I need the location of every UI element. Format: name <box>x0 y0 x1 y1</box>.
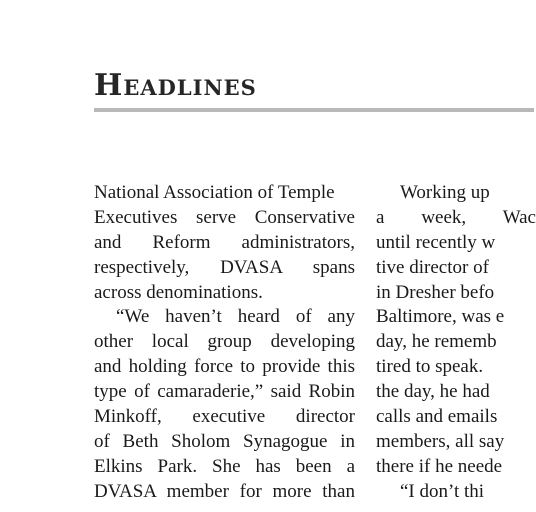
text-line: until recently w <box>376 231 496 253</box>
text-line: type of camaraderie,” said Robin <box>94 381 355 403</box>
text-line: Working up <box>400 182 490 203</box>
text-line: Minkoff, executive director <box>94 406 355 428</box>
text-line: of Beth Sholom Synagogue in <box>94 430 355 452</box>
text-line: other local group developing <box>94 331 355 353</box>
article-column-left <box>94 181 355 505</box>
text-line: “We haven’t heard of any <box>116 306 355 328</box>
text-line: Baltimore, was e <box>376 306 505 328</box>
text-line: the day, he had <box>376 381 490 403</box>
text-line: a week, Wac <box>376 206 536 228</box>
text-line: calls and emails <box>376 406 498 428</box>
text-line: tired to speak. <box>376 356 484 378</box>
heading-rule <box>94 108 534 112</box>
article-column-right <box>376 181 536 505</box>
text-line: National Association of Temple <box>94 182 335 203</box>
section-heading: Headlines <box>94 68 257 103</box>
text-line: members, all say <box>376 430 505 452</box>
text-line: in Dresher befo <box>376 281 495 303</box>
text-line: tive director of <box>376 256 489 278</box>
text-line: across denominations. <box>94 281 263 303</box>
text-line: and holding force to provide this <box>94 356 355 378</box>
text-line: DVASA member for more than <box>94 480 355 502</box>
text-line: “I don’t thi <box>400 480 485 502</box>
text-line: Executives serve Conservative <box>94 206 355 228</box>
text-line: respectively, DVASA spans <box>94 256 355 278</box>
text-line: Elkins Park. She has been a <box>94 455 355 477</box>
text-line: there if he neede <box>376 455 503 477</box>
text-line: and Reform administrators, <box>94 231 355 253</box>
text-line: day, he rememb <box>376 331 497 353</box>
